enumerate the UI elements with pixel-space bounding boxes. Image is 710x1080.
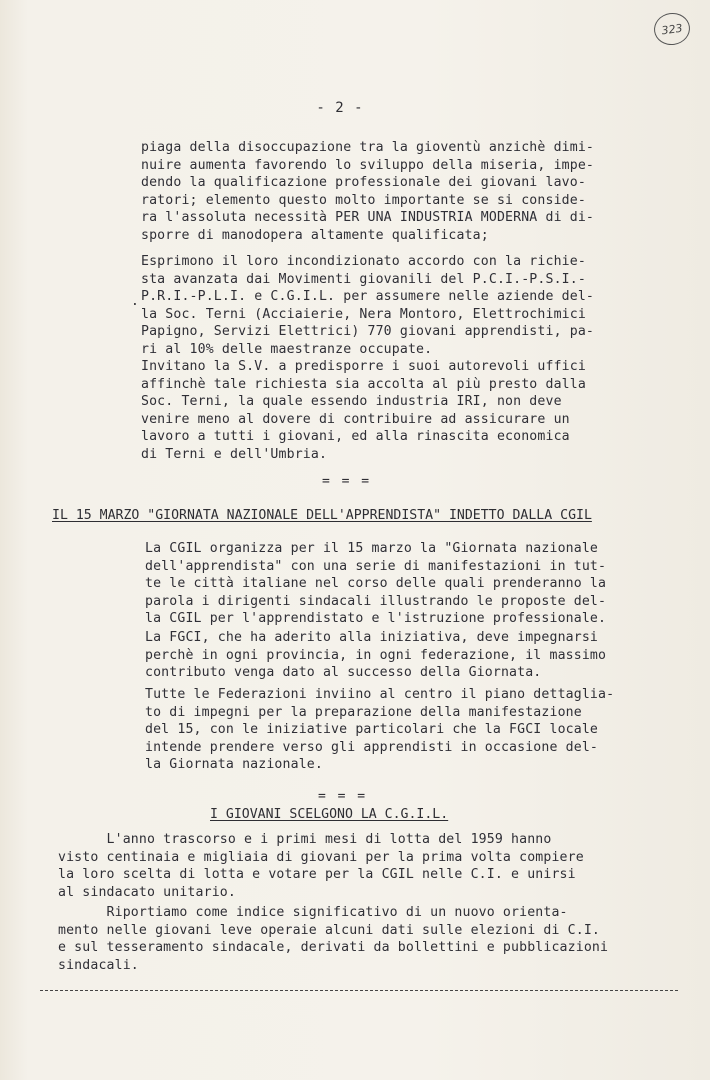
text-line: nuire aumenta favorendo lo sviluppo della miseria, impe- <box>141 157 595 173</box>
paragraph-unemployment <box>141 139 594 245</box>
paragraph-election-data <box>58 904 608 974</box>
text-line: L'anno trascorso e i primi mesi di lotta del 1959 hanno <box>58 832 552 847</box>
text-line: parola i dirigenti sindacali illustrando le proposte del- <box>145 593 607 609</box>
text-line: sta avanzata dai Movimenti giovanili del P.C.I.-P.S.I.- <box>141 271 586 287</box>
page-number: - 2 - <box>316 100 364 116</box>
paragraph-invitation <box>141 358 586 464</box>
section-separator: = = = <box>322 474 372 489</box>
paragraph-year-of-struggle <box>58 831 584 901</box>
text-line: e sul tesseramento sindacale, derivati da bollettini e pubblicazioni <box>58 940 609 956</box>
text-line: La FGCI, che ha aderito alla iniziativa, deve impegnarsi <box>145 630 599 645</box>
text-line: la Giornata nazionale. <box>145 757 323 773</box>
section-heading-youth-choose-cgil: I GIOVANI SCELGONO LA C.G.I.L. <box>210 807 449 822</box>
text-line: contributo venga dato al successo della Giornata. <box>145 665 542 681</box>
text-line: affinchè tale richiesta sia accolta al più presto dalla <box>141 376 586 392</box>
text-line: intende prendere verso gli apprendisti in occasione del- <box>145 739 599 755</box>
text-line: to di impegni per la preparazione della manifestazione <box>145 704 582 720</box>
text-line: te le città italiane nel corso delle quali prenderanno la <box>145 576 607 592</box>
text-line: mento nelle giovani leve operaie alcuni dati sulle elezioni di C.I. <box>58 922 600 938</box>
text-line: ra l'assoluta necessità PER UNA INDUSTRIA MODERNA di di- <box>141 210 595 226</box>
text-line: ratori; elemento questo molto importante se si conside- <box>141 192 586 208</box>
text-line: perchè in ogni provincia, in ogni federazione, il massimo <box>145 647 607 663</box>
text-line: ri al 10% delle maestranze occupate. <box>141 341 433 357</box>
paragraph-agreement <box>141 253 594 359</box>
text-line: al sindacato unitario. <box>58 884 236 900</box>
paragraph-cgil-organizes <box>145 540 606 628</box>
text-line: Papigno, Servizi Elettrici) 770 giovani apprendisti, pa- <box>141 324 595 340</box>
text-line: la Soc. Terni (Acciaierie, Nera Montoro, Elettrochimici <box>141 306 586 322</box>
text-line: Tutte le Federazioni inviino al centro il piano dettaglia- <box>145 687 615 702</box>
text-line: venire meno al dovere di contribuire ad assicurare un <box>141 411 570 427</box>
text-line: Invitano la S.V. a predisporre i suoi autorevoli uffici <box>141 359 586 374</box>
section-separator: = = = <box>318 789 368 804</box>
text-line: piaga della disoccupazione tra la gioventù anzichè dimi- <box>141 140 595 155</box>
text-line: P.R.I.-P.L.I. e C.G.I.L. per assumere nelle aziende del- <box>141 289 595 305</box>
text-line: dendo la qualificazione professionale dei giovani lavo- <box>141 175 586 191</box>
text-line: la loro scelta di lotta e votare per la CGIL nelle C.I. e unirsi <box>58 867 576 883</box>
text-line: sindacali. <box>58 957 139 973</box>
text-line: del 15, con le iniziative particolari che la FGCI locale <box>145 722 599 738</box>
paragraph-fgci <box>145 629 606 682</box>
text-line: visto centinaia e migliaia di giovani per la prima volta compiere <box>58 849 584 865</box>
text-line: di Terni e dell'Umbria. <box>141 446 328 462</box>
text-line: dell'apprendista" con una serie di manifestazioni in tut- <box>145 558 607 574</box>
margin-mark: . <box>131 294 139 309</box>
text-line: La CGIL organizza per il 15 marzo la "Giornata nazionale <box>145 541 599 556</box>
paragraph-federations <box>145 686 614 774</box>
text-line: sporre di manodopera altamente qualificata; <box>141 227 489 243</box>
text-line: lavoro a tutti i giovani, ed alla rinascita economica <box>141 429 570 445</box>
text-line: la CGIL per l'apprendistato e l'istruzione professionale. <box>145 611 607 627</box>
archive-page-stamp: 323 <box>652 11 692 48</box>
dashed-divider <box>40 990 678 991</box>
text-line: Soc. Terni, la quale essendo industria IRI, non deve <box>141 394 562 410</box>
text-line: Riportiamo come indice significativo di un nuovo orienta- <box>58 905 568 920</box>
section-heading-apprentice-day: IL 15 MARZO "GIORNATA NAZIONALE DELL'APPRENDISTA" INDETTO DALLA CGIL <box>52 508 592 523</box>
text-line: Esprimono il loro incondizionato accordo con la richie- <box>141 254 586 269</box>
